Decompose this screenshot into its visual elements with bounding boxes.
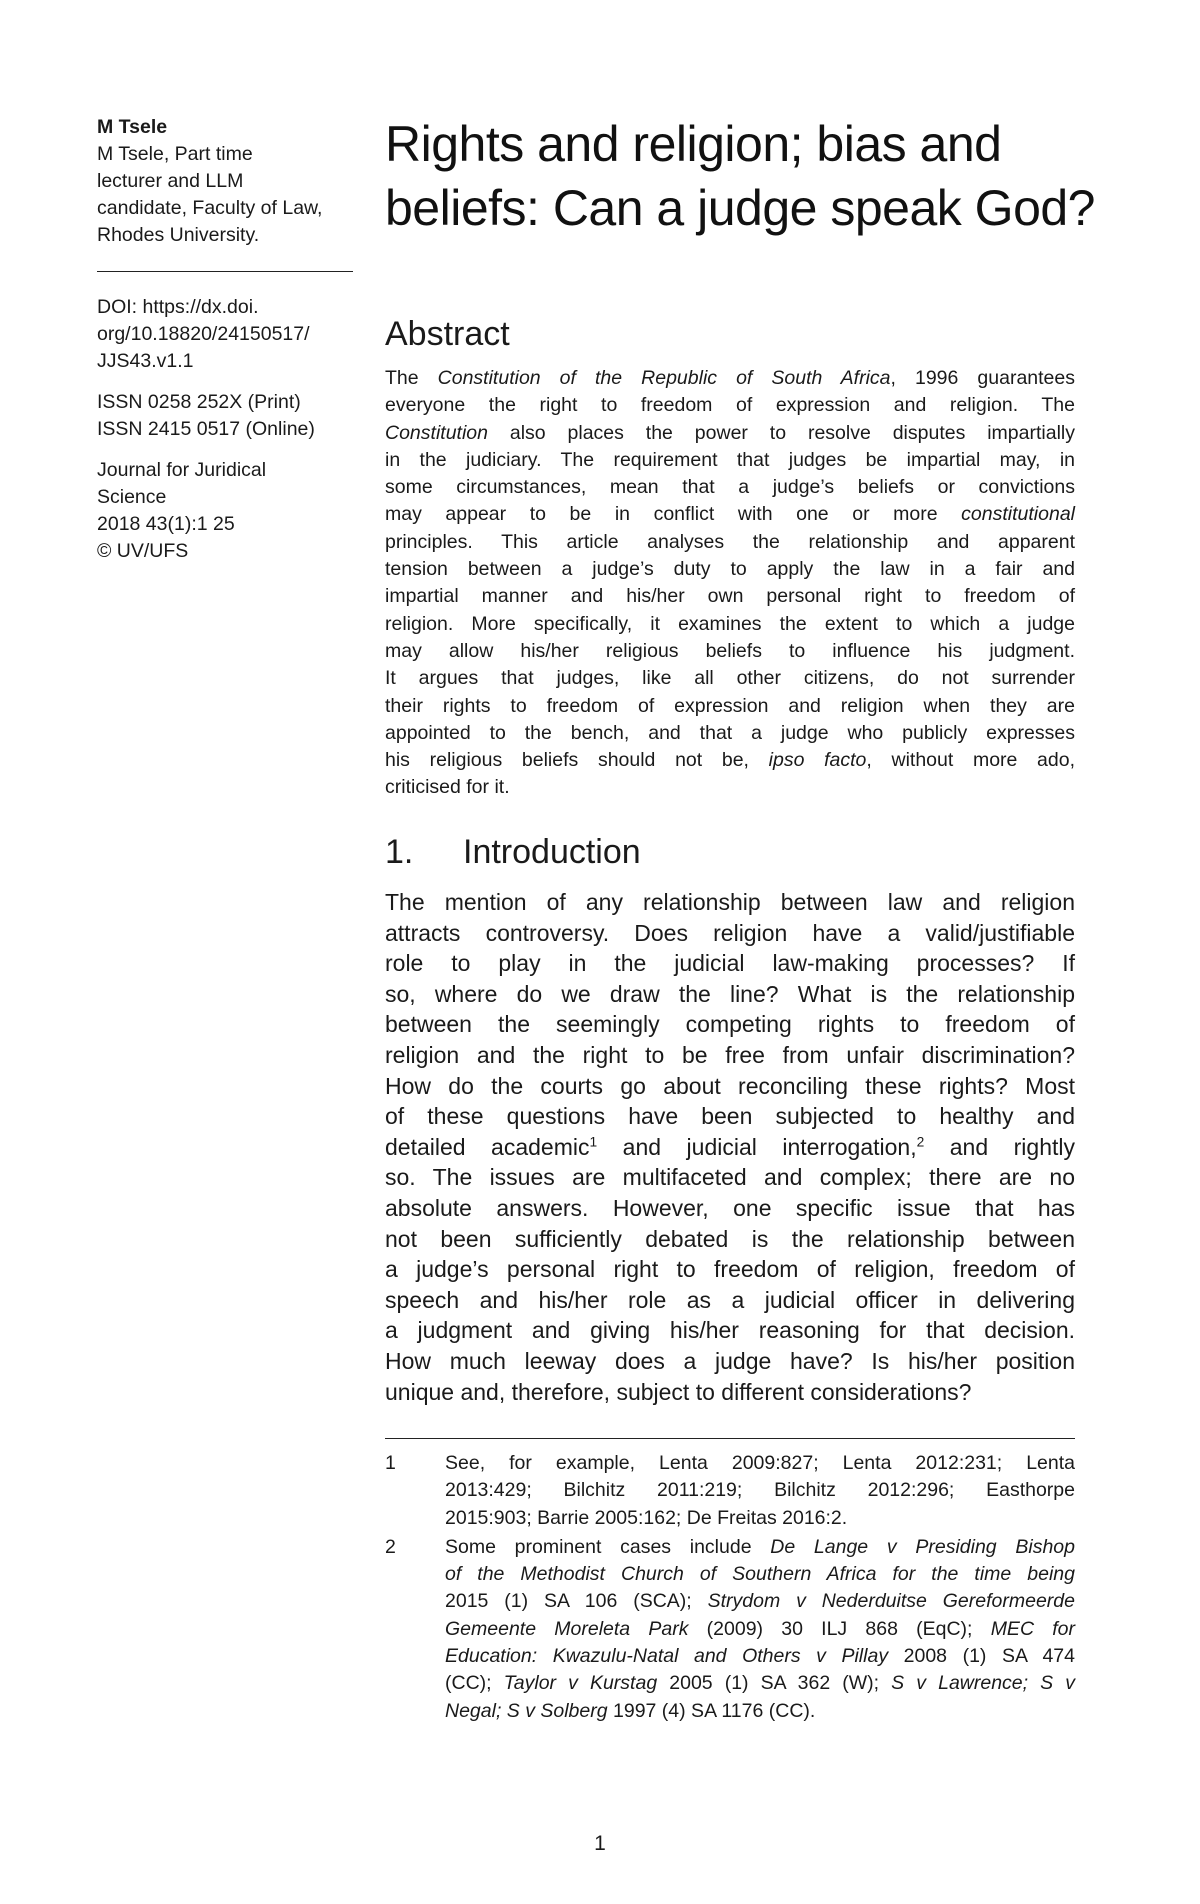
footnote-line: Negal; S v Solberg 1997 (4) SA 1176 (CC).: [445, 1699, 816, 1722]
doi-line[interactable]: org/10.18820/24150517/: [97, 323, 310, 345]
footnote-2: [385, 1534, 1075, 1725]
intro-line: speech and his/her role as a judicial officer in delivering: [385, 1286, 1075, 1313]
abstract-line: appointed to the bench, and that a judge who publicly expresses: [385, 721, 1075, 744]
footnote-line: See, for example, Lenta 2009:827; Lenta 2012:231; Lenta: [445, 1452, 1075, 1474]
abstract-line: principles. This article analyses the relationship and apparent: [385, 530, 1075, 553]
doi[interactable]: [97, 294, 353, 375]
footnote-number: 1: [385, 1452, 396, 1474]
abstract-text: [385, 365, 1075, 802]
footnote-line: of the Methodist Church of Southern Africa for the time being: [445, 1563, 1075, 1586]
abstract-line: may appear to be in conflict with one or more constitutional: [385, 503, 1075, 526]
intro-line: unique and, therefore, subject to different considerations?: [385, 1378, 972, 1405]
intro-line: How do the courts go about reconciling these rights? Most: [385, 1072, 1075, 1099]
abstract-line: religion. More specifically, it examines the extent to which a judge: [385, 612, 1075, 635]
title-line: beliefs: Can a judge speak God?: [385, 180, 1095, 236]
intro-line: so. The issues are multifaceted and complex; there are no: [385, 1164, 1075, 1191]
abstract-line: Constitution also places the power to resolve disputes impartially: [385, 421, 1075, 444]
intro-line: a judge’s personal right to freedom of religion, freedom of: [385, 1256, 1075, 1283]
intro-line: How much leeway does a judge have? Is his/her position: [385, 1347, 1075, 1374]
author-bio-line: candidate, Faculty of Law,: [97, 197, 323, 219]
intro-line: absolute answers. However, one specific issue that has: [385, 1194, 1075, 1221]
author-name: M Tsele: [97, 116, 168, 138]
intro-line: between the seemingly competing rights to freedom of: [385, 1011, 1075, 1038]
footnotes: [385, 1450, 1075, 1727]
doi-line[interactable]: JJS43.v1.1: [97, 350, 194, 372]
footnote-line: 2015:903; Barrie 2005:162; De Freitas 2016:2.: [445, 1506, 848, 1529]
journal-info: [97, 457, 353, 565]
footnote-ref-2[interactable]: 2: [916, 1134, 925, 1150]
abstract-line: their rights to freedom of expression and religion when they are: [385, 694, 1075, 717]
title-line: Rights and religion; bias and: [385, 116, 1002, 172]
journal-name-line: Science: [97, 486, 167, 508]
author-bio-line: Rhodes University.: [97, 224, 260, 246]
section-heading-introduction: [385, 832, 641, 872]
author-bio-line: M Tsele, Part time: [97, 143, 253, 165]
abstract-line: his religious beliefs should not be, ipso facto, without more ado,: [385, 749, 1075, 772]
section-title: Introduction: [463, 833, 641, 871]
footnote-1: [385, 1450, 1075, 1532]
abstract-line: in the judiciary. The requirement that judges be impartial may, in: [385, 448, 1075, 471]
footnote-line: (CC); Taylor v Kurstag 2005 (1) SA 362 (W); S v Lawrence; S v: [445, 1672, 1075, 1695]
intro-line: role to play in the judicial law-making processes? If: [385, 950, 1075, 977]
footnote-line: 2015 (1) SA 106 (SCA); Strydom v Nederduitse Gereformeerde: [445, 1590, 1075, 1613]
intro-line: a judgment and giving his/her reasoning for that decision.: [385, 1317, 1075, 1344]
section-number: 1.: [385, 833, 414, 871]
abstract-line: The Constitution of the Republic of South Africa, 1996 guarantees: [385, 367, 1075, 389]
issn: [97, 389, 353, 443]
article-sidebar: [97, 114, 353, 579]
journal-volume: 2018 43(1):1 25: [97, 513, 235, 535]
abstract-line: some circumstances, mean that a judge’s beliefs or convictions: [385, 476, 1075, 499]
intro-line: not been sufficiently debated is the relationship between: [385, 1225, 1075, 1252]
intro-line: attracts controversy. Does religion have a valid/justifiable: [385, 919, 1075, 946]
article-title: [385, 112, 1095, 240]
sidebar-divider: [97, 271, 353, 272]
abstract-heading: Abstract: [385, 315, 510, 353]
copyright: © UV/UFS: [97, 540, 189, 562]
doi-line[interactable]: DOI: https://dx.doi.: [97, 296, 259, 318]
author-bio-line: lecturer and LLM: [97, 170, 244, 192]
journal-name-line: Journal for Juridical: [97, 459, 267, 481]
issn-print: ISSN 0258 252X (Print): [97, 391, 301, 413]
intro-line: religion and the right to be free from unfair discrimination?: [385, 1041, 1075, 1068]
abstract-line: It argues that judges, like all other citizens, do not surrender: [385, 667, 1075, 690]
intro-line: The mention of any relationship between law and religion: [385, 889, 1075, 915]
footnote-line: 2013:429; Bilchitz 2011:219; Bilchitz 2012:296; Easthorpe: [445, 1479, 1075, 1502]
footnote-line: Education: Kwazulu-Natal and Others v Pillay 2008 (1) SA 474: [445, 1645, 1075, 1668]
introduction-text: [385, 887, 1075, 1407]
footnote-line: Some prominent cases include De Lange v Presiding Bishop: [445, 1535, 1075, 1558]
footnote-line: Gemeente Moreleta Park (2009) 30 ILJ 868 (EqC); MEC for: [445, 1617, 1075, 1640]
author-bio: [97, 141, 353, 249]
abstract-line: criticised for it.: [385, 776, 510, 799]
footnote-divider: [385, 1438, 1075, 1439]
intro-line: so, where do we draw the line? What is the relationship: [385, 980, 1075, 1007]
abstract-line: tension between a judge’s duty to apply the law in a fair and: [385, 558, 1075, 581]
intro-line: detailed academic$^1$ and judicial interrogation,$^2$ and rightly: [385, 1133, 1075, 1160]
abstract-line: may allow his/her religious beliefs to influence his judgment.: [385, 639, 1075, 662]
intro-line: of these questions have been subjected to healthy and: [385, 1103, 1075, 1130]
abstract-line: everyone the right to freedom of expression and religion. The: [385, 394, 1075, 417]
footnote-ref-1[interactable]: 1: [589, 1134, 598, 1150]
abstract-line: impartial manner and his/her own personal right to freedom of: [385, 585, 1075, 608]
article-main: [385, 112, 1095, 1722]
footnote-number: 2: [385, 1535, 396, 1558]
page-number: 1: [594, 1832, 606, 1855]
issn-online: ISSN 2415 0517 (Online): [97, 418, 315, 440]
